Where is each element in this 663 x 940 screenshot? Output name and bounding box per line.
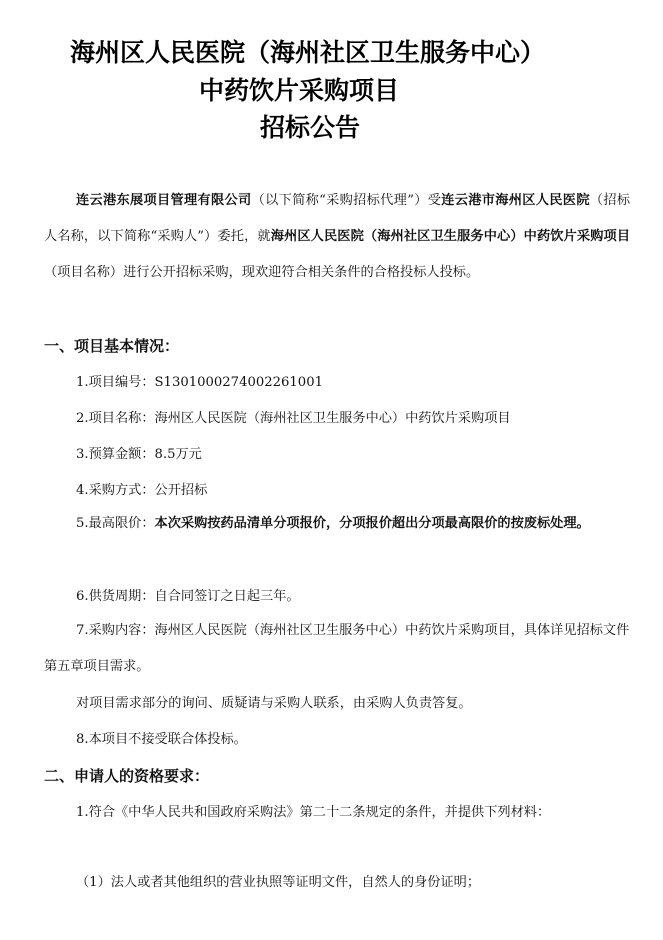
section-1-item-4: 4.采购方式：公开招标 xyxy=(76,483,208,498)
agency-note: （以下简称“采购招标代理”）受 xyxy=(251,193,442,208)
section-1-item-5 xyxy=(44,506,630,542)
max-price-text: 本次采购按药品清单分项报价，分项报价超出分项最高限价的按废标处理。 xyxy=(154,516,590,531)
project-note: （项目名称）进行公开招标采购，现欢迎符合相关条件的合格投标人投标。 xyxy=(44,265,480,280)
document-title-line-2: 中药饮片采购项目 xyxy=(199,76,400,105)
document-title-line-3: 招标公告 xyxy=(260,113,361,142)
section-1-heading: 一、项目基本情况： xyxy=(44,337,180,355)
section-2-sub-item-1: （1）法人或者其他组织的营业执照等证明文件，自然人的身份证明； xyxy=(76,875,481,890)
section-1-item-2: 2.项目名称：海州区人民医院（海州社区卫生服务中心）中药饮片采购项目 xyxy=(76,411,511,426)
document-title-line-1: 海州区人民医院（海州社区卫生服务中心） xyxy=(70,38,546,67)
purchaser-note: （招标人名称，以下简称“采购人”）委托，就 xyxy=(44,193,631,244)
section-1-item-3: 3.预算金额：8.5万元 xyxy=(76,447,202,462)
section-2-item-1: 1.符合《中华人民共和国政府采购法》第二十二条规定的条件，并提供下列材料： xyxy=(76,805,551,820)
project-name: 海州区人民医院（海州社区卫生服务中心）中药饮片采购项目 xyxy=(270,229,631,244)
purchaser-name: 连云港市海州区人民医院 xyxy=(441,193,590,208)
agency-name: 连云港东展项目管理有限公司 xyxy=(76,193,252,208)
section-1-item-7: 7.采购内容：海州区人民医院（海州社区卫生服务中心）中药饮片采购项目，具体详见招标文件第五章项目需求。 xyxy=(44,623,630,674)
section-1-item-6: 6.供货周期：自合同签订之日起三年。 xyxy=(76,589,300,604)
max-price-label: 5.最高限价： xyxy=(76,516,155,531)
section-1-item-8: 8.本项目不接受联合体投标。 xyxy=(76,732,247,747)
section-2-heading: 二、申请人的资格要求： xyxy=(44,767,210,785)
intro-paragraph xyxy=(44,183,630,291)
section-1-item-1: 1.项目编号：S1301000274002261001 xyxy=(76,375,323,390)
section-1-note: 对项目需求部分的询问、质疑请与采购人联系，由采购人负责答复。 xyxy=(76,696,472,711)
